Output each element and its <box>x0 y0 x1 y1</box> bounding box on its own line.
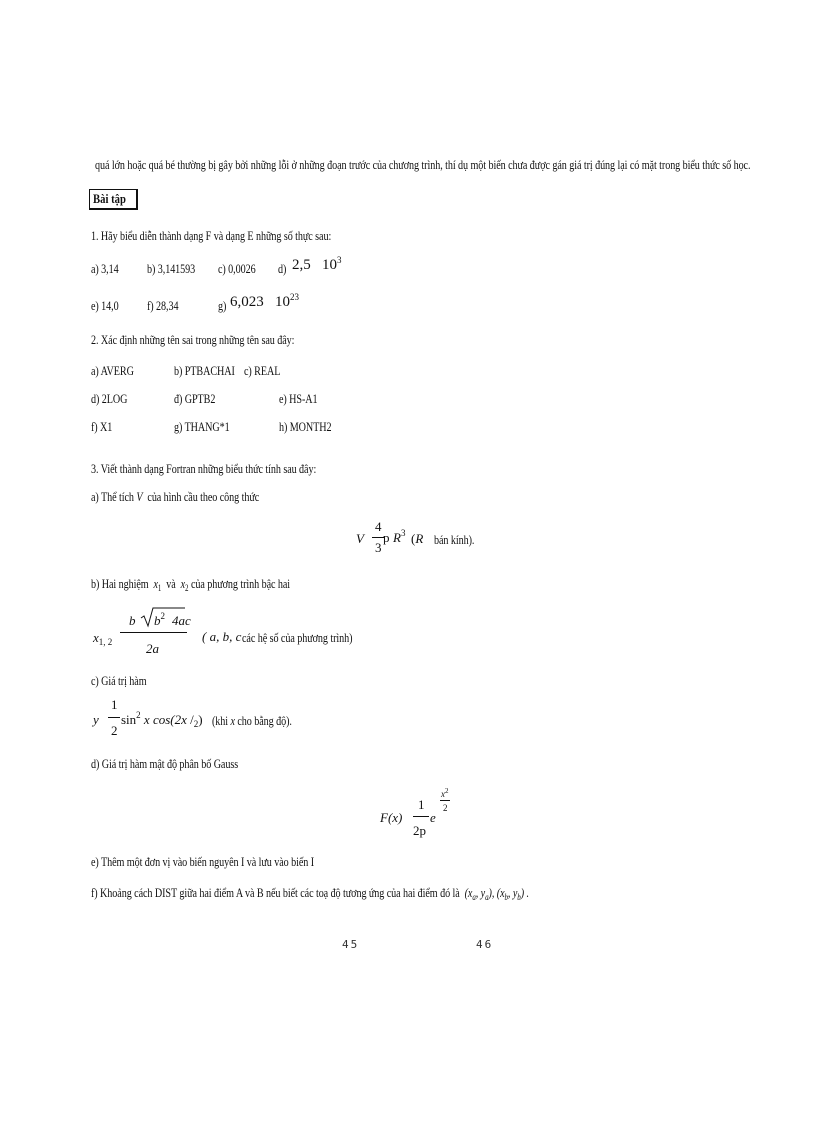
exercise-2-item: e) HS-A1 <box>279 391 318 406</box>
exercise-3e-text: e) Thêm một đơn vị vào biến nguyên I và lưu vào biến I <box>91 854 315 869</box>
exercise-2-item: c) REAL <box>244 363 281 378</box>
exercise-3c-text: c) Giá trị hàm <box>91 673 147 688</box>
exercise-2-item: h) MONTH2 <box>279 419 332 434</box>
exercise-2-item: đ) GPTB2 <box>174 391 216 406</box>
exercise-1-title: 1. Hãy biểu diễn thành dạng F và dạng E những số thực sau: <box>91 228 332 243</box>
exercise-1-item-c: c) 0,0026 <box>218 261 256 276</box>
exercise-3-title: 3. Viết thành dạng Fortran những biểu thức tính sau đây: <box>91 461 317 476</box>
exercise-2-item: b) PTBACHAI <box>174 363 235 378</box>
exercise-2-title: 2. Xác định những tên sai trong những tên sau đây: <box>91 332 295 347</box>
exercise-1-g-value: 6,023 $10^{23}$ <box>230 292 299 310</box>
exercise-1-item-f: f) 28,34 <box>147 298 179 313</box>
exercise-1-item-d: d) <box>278 261 287 276</box>
exercise-3f-text: f) Khoảng cách DIST giữa hai điểm A và B nếu biết các toạ độ tương ứng của hai điểm đó là ($x_a$, $y_a$), ($x_b$, $y_b$) . <box>91 885 529 902</box>
exercise-2-item: g) THANG*1 <box>174 419 230 434</box>
exercise-3a-text: a) Thể tích V của hình cầu theo công thức <box>91 489 260 504</box>
exercise-1-d-value: 2,5 $10^3$ <box>292 255 342 273</box>
exercise-3d-text: d) Giá trị hàm mật độ phân bố Gauss <box>91 756 239 771</box>
exercise-1-item-g: g) <box>218 298 227 313</box>
exercise-1-item-b: b) 3,141593 <box>147 261 196 276</box>
exercise-2-item: f) X1 <box>91 419 113 434</box>
page-number-right: 46 <box>476 938 494 951</box>
intro-paragraph: quá lớn hoặc quá bé thường bị gây bởi những lỗi ở những đoạn trước của chương trình, thí dụ một biến chưa được gán giá trị đúng lại có mặt trong biểu thức số học. <box>95 157 751 172</box>
exercises-heading: Bài tập <box>89 189 138 210</box>
page-number-left: 45 <box>342 938 360 951</box>
exercise-1-item-a: a) 3,14 <box>91 261 119 276</box>
exercise-2-item: a) AVERG <box>91 363 134 378</box>
exercise-1-item-e: e) 14,0 <box>91 298 119 313</box>
exercise-3b-text: b) Hai nghiệm $x_1$ và $x_2$ của phương trình bậc hai <box>91 576 291 593</box>
exercise-2-item: d) 2LOG <box>91 391 128 406</box>
